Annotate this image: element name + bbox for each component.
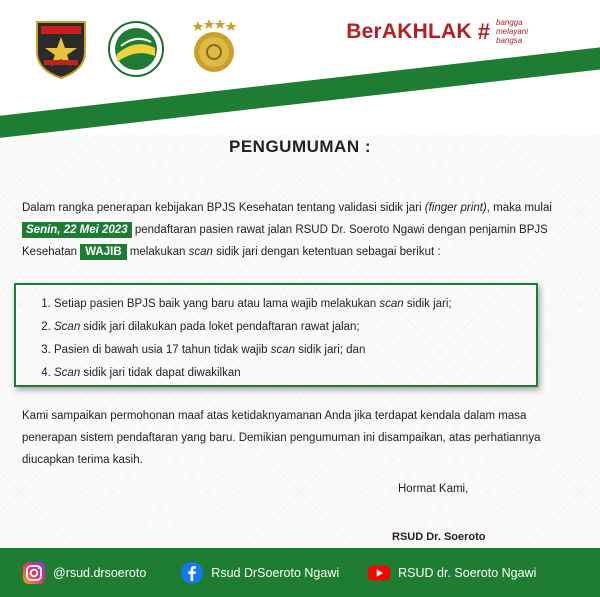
instagram-handle: @rsud.drsoeroto xyxy=(53,565,147,580)
list-item: 4. Scan sidik jari tidak dapat diwakilkan xyxy=(54,362,536,385)
berakhlak-logo xyxy=(346,18,550,45)
youtube-icon xyxy=(367,561,391,585)
list-item: 3. Pasien di bawah usia 17 tahun tidak wajib scan sidik jari; dan xyxy=(54,339,536,362)
requirements-list xyxy=(38,293,536,385)
paripurna-accreditation-icon xyxy=(185,18,243,80)
wajib-highlight: WAJIB xyxy=(80,244,126,260)
brand-name: BerAKHLAK xyxy=(346,19,472,43)
closing-paragraph: Kami sampaikan permohonan maaf atas ketidaknyamanan Anda jika terdapat kendala dalam masa penerapan sistem pendaftaran yang baru. Demikian pengumuman ini disampaikan, atas perhatiannya diucapkan terima kasih. xyxy=(22,410,541,466)
signature: RSUD Dr. Soeroto xyxy=(392,531,486,543)
facebook-page: Rsud DrSoeroto Ngawi xyxy=(211,565,340,580)
regards-text: Hormat Kami, xyxy=(398,483,469,495)
youtube-link[interactable] xyxy=(367,561,536,585)
page-title: PENGUMUMAN : xyxy=(229,137,371,156)
list-item: 2. Scan sidik jari dilakukan pada loket pendaftaran rawat jalan; xyxy=(54,316,536,339)
facebook-link[interactable] xyxy=(180,561,339,585)
facebook-icon xyxy=(180,561,204,585)
instagram-link[interactable] xyxy=(22,561,146,585)
instagram-icon xyxy=(22,561,46,585)
date-highlight: Senin, 22 Mei 2023 xyxy=(22,222,132,238)
regional-emblem-icon xyxy=(32,18,90,80)
hashtag-icon: # xyxy=(477,18,490,44)
announcement-body xyxy=(0,135,600,543)
hospital-emblem-icon xyxy=(107,18,165,80)
list-item: 1. Setiap pasien BPJS baik yang baru atau lama wajib melakukan scan sidik jari; xyxy=(54,293,536,316)
brand-tagline: bangga melayani bangsa xyxy=(496,18,529,45)
footer-social-bar xyxy=(0,548,600,597)
intro-paragraph: Dalam rangka penerapan kebijakan BPJS Kesehatan tentang validasi sidik jari (finger print), maka mulai Senin, 22 Mei 2023 pendaftaran pasien rawat jalan RSUD Dr. Soeroto Ngawi dengan penjamin BPJS Kesehatan WAJIB melakukan scan sidik jari dengan ketentuan sebagai berikut : xyxy=(22,202,552,258)
requirements-box xyxy=(14,283,538,387)
youtube-channel: RSUD dr. Soeroto Ngawi xyxy=(398,565,537,580)
